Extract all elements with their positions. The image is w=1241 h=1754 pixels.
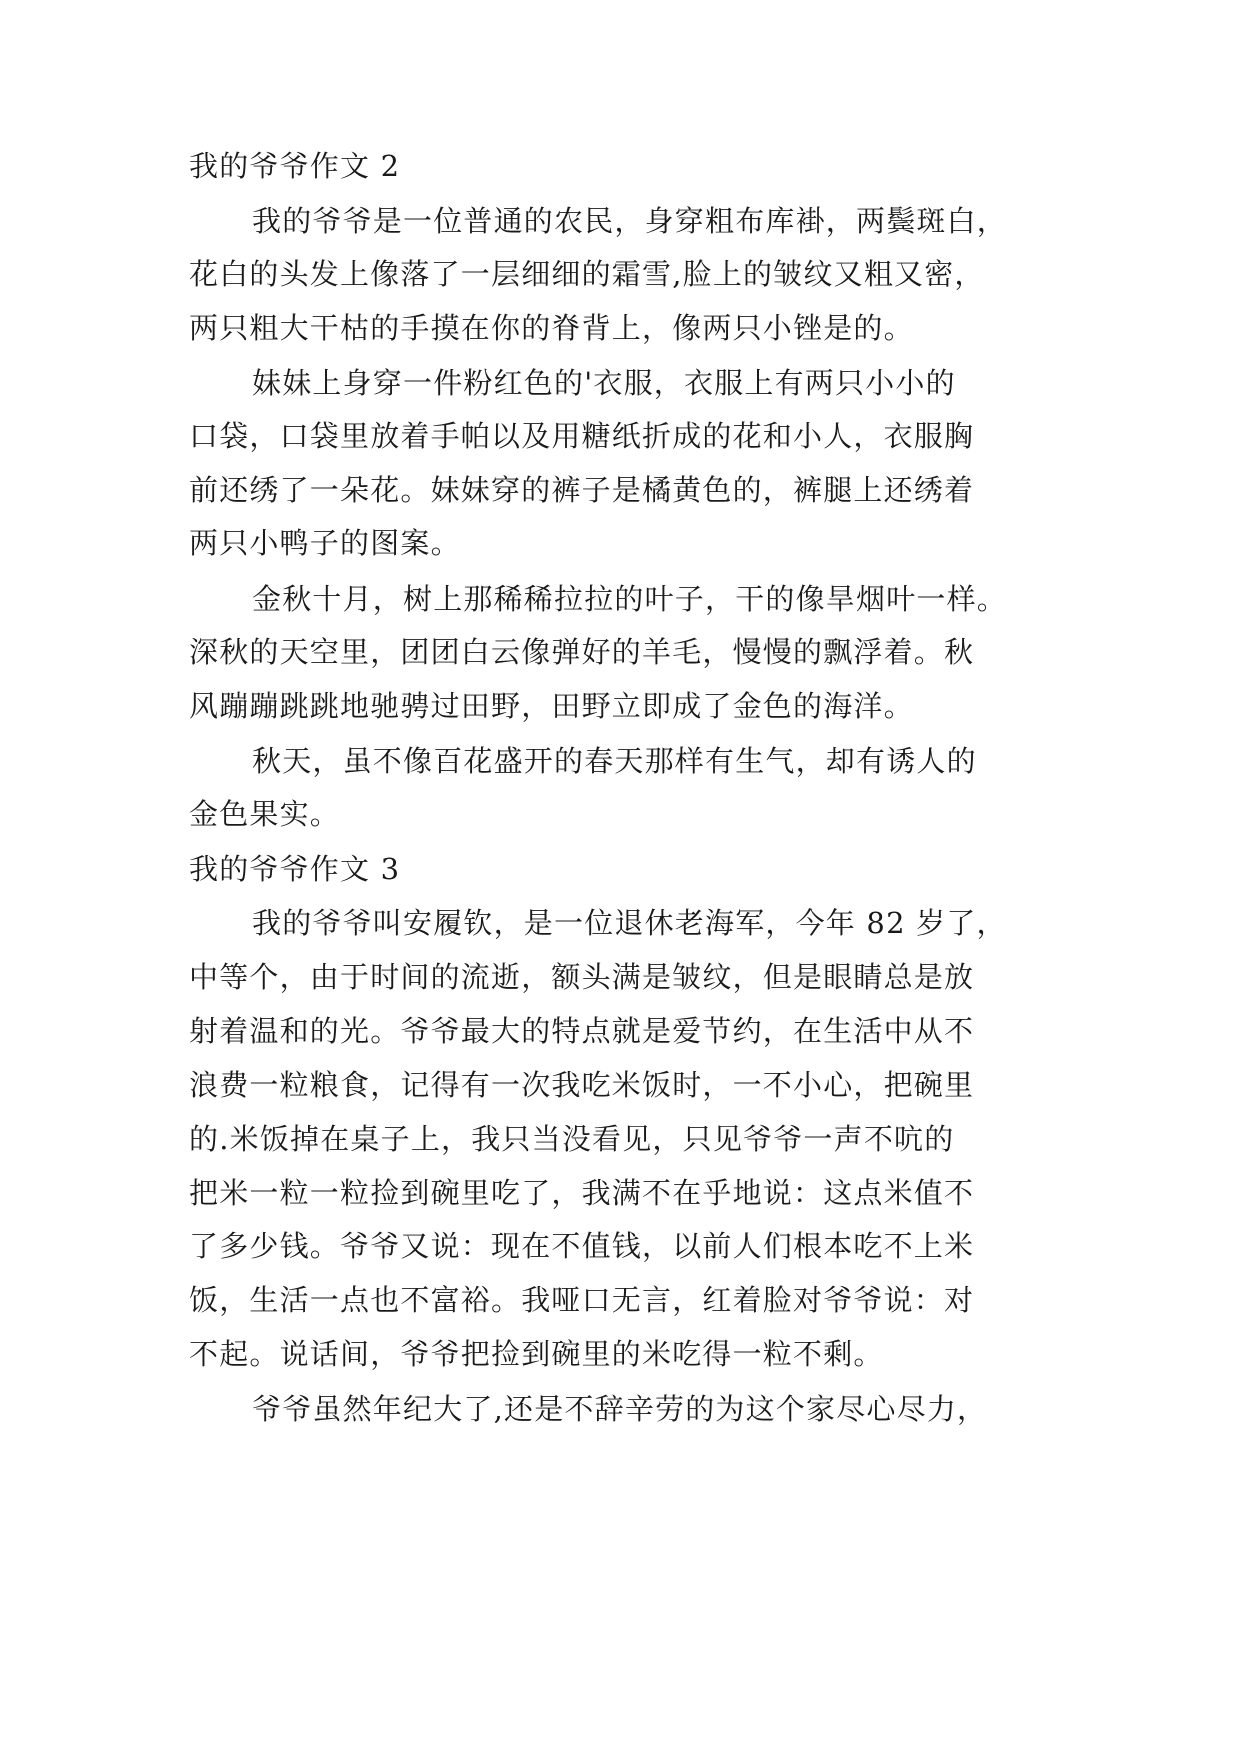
paragraph-line: 把米一粒一粒捡到碗里吃了，我满不在乎地说：这点米值不 [189,1176,975,1210]
paragraph-line: 射着温和的光。爷爷最大的特点就是爱节约，在生活中从不 [189,1014,975,1048]
paragraph-line: 饭，生活一点也不富裕。我哑口无言，红着脸对爷爷说：对 [189,1283,975,1317]
paragraph-line: 秋天，虽不像百花盛开的春天那样有生气，却有诱人的 [252,744,977,778]
paragraph-line: 我的爷爷是一位普通的农民，身穿粗布库褂，两鬓斑白， [252,204,1008,238]
paragraph-line: 深秋的天空里，团团白云像弹好的羊毛，慢慢的飘浮着。秋 [189,635,975,669]
paragraph-line: 浪费一粒粮食，记得有一次我吃米饭时，一不小心，把碗里 [189,1068,975,1102]
paragraph-line: 两只小鸭子的图案。 [189,526,461,560]
paragraph-line: 花白的头发上像落了一层细细的霜雪,脸上的皱纹又粗又密， [189,257,985,291]
paragraph-line: 金秋十月，树上那稀稀拉拉的叶子，干的像旱烟叶一样。 [252,582,1008,616]
paragraph-line: 金色果实。 [189,797,341,831]
paragraph-line: 风蹦蹦跳跳地驰骋过田野，田野立即成了金色的海洋。 [189,689,914,723]
paragraph-line: 我的爷爷叫安履钦，是一位退休老海军，今年 82 岁了， [252,906,1007,940]
section-heading: 我的爷爷作文 2 [189,149,401,183]
paragraph-line: 前还绣了一朵花。妹妹穿的裤子是橘黄色的，裤腿上还绣着 [189,473,975,507]
paragraph-line: 中等个，由于时间的流逝，额头满是皱纹，但是眼睛总是放 [189,960,975,994]
paragraph-line: 的.米饭掉在桌子上，我只当没看见，只见爷爷一声不吭的 [189,1122,955,1156]
paragraph-line: 口袋，口袋里放着手帕以及用糖纸折成的花和小人，衣服胸 [189,419,975,453]
paragraph-line: 不起。说话间，爷爷把捡到碗里的米吃得一粒不剩。 [189,1337,884,1371]
paragraph-line: 妹妹上身穿一件粉红色的'衣服，衣服上有两只小小的 [252,366,956,400]
paragraph-line: 两只粗大干枯的手摸在你的脊背上，像两只小锉是的。 [189,311,914,345]
section-heading: 我的爷爷作文 3 [189,852,401,886]
paragraph-line: 了多少钱。爷爷又说：现在不值钱，以前人们根本吃不上米 [189,1229,975,1263]
paragraph-line: 爷爷虽然年纪大了,还是不辞辛劳的为这个家尽心尽力， [252,1392,988,1426]
